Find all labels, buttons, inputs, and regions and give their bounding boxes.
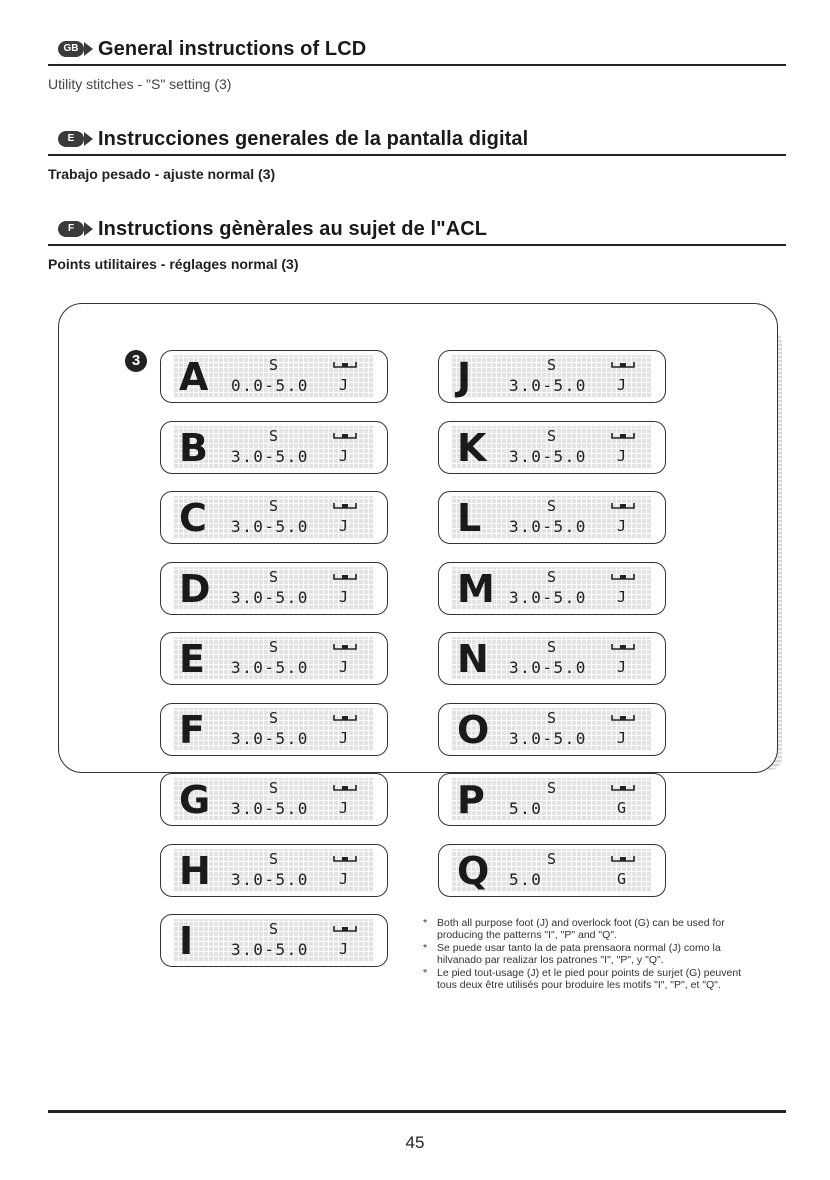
stitch-width: 3.0-5.0 <box>509 658 587 677</box>
stitch-width: 3.0-5.0 <box>231 799 309 818</box>
pattern-letter: E <box>179 637 205 680</box>
presser-foot-icon <box>333 784 357 792</box>
mode-indicator: S <box>269 356 279 374</box>
lcd-screen <box>451 496 651 539</box>
section-e <box>48 124 786 182</box>
presser-foot-icon <box>333 502 357 510</box>
mode-indicator: S <box>547 426 557 445</box>
lcd-display-m <box>438 562 666 615</box>
lcd-display-i <box>160 914 388 967</box>
stitch-width: 3.0-5.0 <box>509 376 587 395</box>
section-gb <box>48 34 786 92</box>
presser-foot-letter: J <box>617 658 627 676</box>
presser-foot-letter: J <box>339 869 349 888</box>
lcd-display-d <box>160 562 388 615</box>
pattern-letter: B <box>179 425 208 469</box>
section-title: Instructions gènèrales au sujet de l"ACL <box>98 217 488 240</box>
mode-indicator: S <box>547 356 557 374</box>
lcd-screen <box>173 637 373 680</box>
pattern-letter: K <box>457 425 487 469</box>
presser-foot-letter: J <box>339 517 349 535</box>
mode-indicator: S <box>269 567 279 586</box>
language-badge-gb: GB <box>58 41 84 57</box>
lcd-screen <box>451 355 651 398</box>
footnote: * Both all purpose foot (J) and overlock foot (G) can be used for producing the patterns "I", "P" and "Q". <box>423 917 725 942</box>
stitch-width: 3.0-5.0 <box>231 517 309 536</box>
lcd-display-p <box>438 773 666 826</box>
presser-foot-icon <box>333 573 357 581</box>
presser-foot-icon <box>333 361 357 369</box>
lcd-screen <box>173 708 373 751</box>
presser-foot-letter: J <box>339 728 349 747</box>
stitch-width: 3.0-5.0 <box>231 728 309 748</box>
mode-indicator: S <box>547 849 557 868</box>
lcd-display-c <box>160 491 388 544</box>
section-f <box>48 214 786 272</box>
pattern-letter: A <box>179 355 209 398</box>
presser-foot-icon <box>611 643 635 651</box>
mode-indicator: S <box>269 779 279 797</box>
section-subtitle: Utility stitches - "S" setting (3) <box>48 76 232 92</box>
presser-foot-icon <box>611 361 635 369</box>
mode-indicator: S <box>269 426 279 445</box>
presser-foot-icon <box>611 784 635 792</box>
language-badge-e: E <box>58 131 84 147</box>
lcd-display-q <box>438 844 666 897</box>
mode-indicator: S <box>547 497 557 515</box>
mode-indicator: S <box>269 920 279 938</box>
lcd-display-g <box>160 773 388 826</box>
pattern-letter: F <box>179 707 205 751</box>
section-title-row <box>48 34 786 66</box>
stitch-width: 5.0 <box>509 799 543 818</box>
section-title-row <box>48 214 786 246</box>
stitch-width: 3.0-5.0 <box>509 517 587 536</box>
presser-foot-letter: J <box>339 658 349 676</box>
presser-foot-icon <box>611 855 635 863</box>
lcd-screen <box>451 426 651 469</box>
pattern-letter: C <box>179 496 207 539</box>
lcd-screen <box>173 496 373 539</box>
presser-foot-letter: J <box>617 517 627 535</box>
lcd-screen <box>173 567 373 610</box>
presser-foot-letter: J <box>617 446 627 465</box>
pattern-letter: O <box>457 707 490 751</box>
lcd-screen <box>451 849 651 892</box>
footnotes <box>423 917 743 991</box>
presser-foot-icon <box>333 855 357 863</box>
mode-indicator: S <box>269 638 279 656</box>
presser-foot-icon <box>333 432 357 440</box>
stitch-width: 3.0-5.0 <box>231 658 309 677</box>
lcd-screen <box>451 708 651 751</box>
presser-foot-icon <box>611 432 635 440</box>
presser-foot-letter: G <box>617 869 627 888</box>
pattern-letter: L <box>457 496 482 539</box>
pattern-letter: D <box>179 566 211 610</box>
language-badge-f: F <box>58 221 84 237</box>
presser-foot-icon <box>333 714 357 722</box>
presser-foot-letter: J <box>339 940 349 958</box>
presser-foot-letter: J <box>617 728 627 747</box>
presser-foot-letter: J <box>617 376 627 394</box>
bottom-rule <box>48 1110 786 1113</box>
lcd-screen <box>451 637 651 680</box>
lcd-display-e <box>160 632 388 685</box>
lcd-screen <box>451 778 651 821</box>
presser-foot-icon <box>333 643 357 651</box>
stitch-width: 3.0-5.0 <box>231 446 309 466</box>
section-title: Instrucciones generales de la pantalla digital <box>98 127 529 150</box>
presser-foot-icon <box>611 502 635 510</box>
stitch-width: 3.0-5.0 <box>231 587 309 607</box>
lcd-screen <box>451 567 651 610</box>
footnote: * Le pied tout-usage (J) et le pied pour points de surjet (G) peuvent tous deux être utilisés pour broduire les motifs "I", "P", et "Q". <box>423 966 742 992</box>
section-subtitle: Points utilitaires - réglages normal (3) <box>48 256 299 272</box>
pattern-letter: G <box>179 778 211 821</box>
pattern-letter: Q <box>457 848 490 892</box>
mode-indicator: S <box>547 567 557 586</box>
lcd-screen <box>173 426 373 469</box>
mode-indicator: S <box>269 849 279 868</box>
step-number-badge: 3 <box>125 350 147 372</box>
pattern-letter: J <box>457 355 472 398</box>
mode-indicator: S <box>269 497 279 515</box>
pattern-letter: P <box>457 778 485 821</box>
presser-foot-letter: J <box>339 799 349 817</box>
lcd-display-h <box>160 844 388 897</box>
mode-indicator: S <box>269 708 279 727</box>
stitch-width: 3.0-5.0 <box>231 869 309 889</box>
section-title-row <box>48 124 786 156</box>
mode-indicator: S <box>547 779 557 797</box>
presser-foot-icon <box>611 714 635 722</box>
pattern-letter: N <box>457 637 489 680</box>
presser-foot-letter: G <box>617 799 627 817</box>
page-number: 45 <box>405 1133 425 1152</box>
mode-indicator: S <box>547 708 557 727</box>
section-title: General instructions of LCD <box>98 37 367 60</box>
section-subtitle: Trabajo pesado - ajuste normal (3) <box>48 166 276 182</box>
lcd-display-a <box>160 350 388 403</box>
lcd-screen <box>173 778 373 821</box>
pattern-letter: M <box>457 566 495 610</box>
pattern-letter: I <box>179 919 194 962</box>
lcd-screen <box>173 355 373 398</box>
presser-foot-icon <box>611 573 635 581</box>
presser-foot-letter: J <box>339 446 349 465</box>
lcd-screen <box>173 919 373 962</box>
lcd-display-k <box>438 421 666 474</box>
stitch-width: 3.0-5.0 <box>231 940 309 959</box>
lcd-display-b <box>160 421 388 474</box>
stitch-width: 3.0-5.0 <box>509 587 587 607</box>
pattern-letter: H <box>179 848 211 892</box>
lcd-display-f <box>160 703 388 756</box>
footnote: * Se puede usar tanto la de pata prensaora normal (J) como la hilvanado par realizar los patrones "I", "P", y "Q". <box>423 941 721 967</box>
lcd-screen <box>173 849 373 892</box>
presser-foot-letter: J <box>339 587 349 606</box>
lcd-display-n <box>438 632 666 685</box>
mode-indicator: S <box>547 638 557 656</box>
stitch-width: 0.0-5.0 <box>231 376 309 395</box>
lcd-display-j <box>438 350 666 403</box>
stitch-width: 5.0 <box>509 869 543 889</box>
presser-foot-icon <box>333 925 357 933</box>
lcd-display-l <box>438 491 666 544</box>
presser-foot-letter: J <box>339 376 349 394</box>
stitch-width: 3.0-5.0 <box>509 728 587 748</box>
lcd-display-o <box>438 703 666 756</box>
presser-foot-letter: J <box>617 587 627 606</box>
stitch-width: 3.0-5.0 <box>509 446 587 466</box>
